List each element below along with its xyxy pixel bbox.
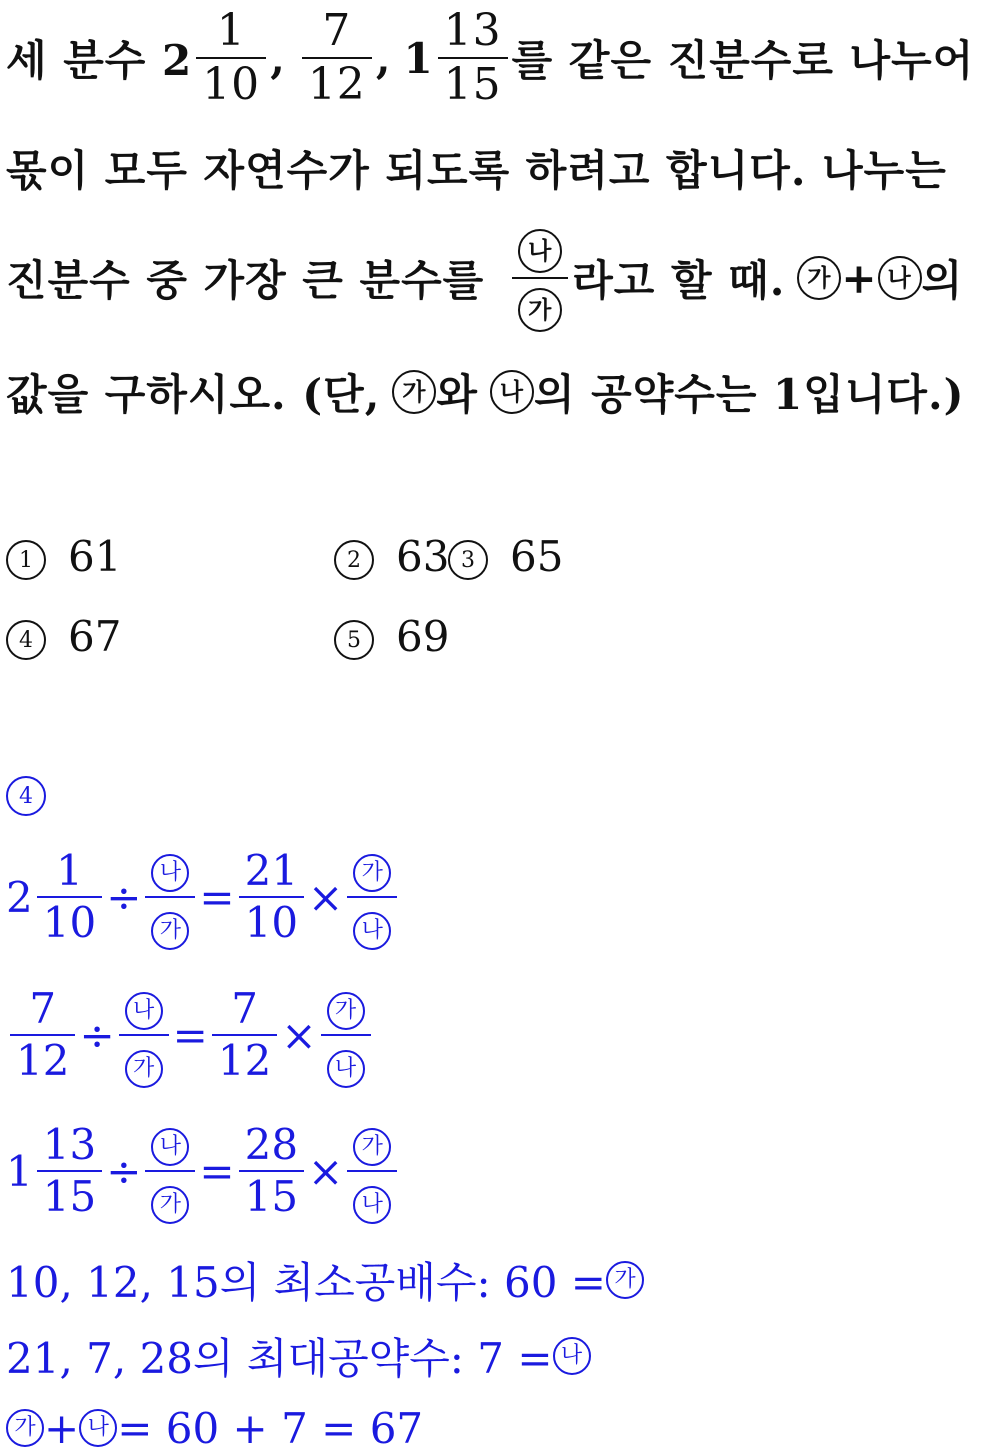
circle-na-icon: 나 bbox=[125, 992, 163, 1030]
solution-gcd: 21, 7, 28의 최대공약수: 7 = 나 bbox=[6, 1332, 591, 1380]
circle-ga-icon: 가 bbox=[797, 256, 841, 300]
option-3[interactable]: 3 65 bbox=[448, 532, 563, 581]
circle-na-icon: 나 bbox=[151, 1128, 189, 1166]
option-5[interactable]: 5 69 bbox=[334, 612, 449, 661]
option-2[interactable]: 2 63 bbox=[334, 532, 449, 581]
option-number: 2 bbox=[334, 540, 374, 580]
answer-choice bbox=[6, 774, 46, 818]
option-1[interactable]: 1 61 bbox=[6, 532, 121, 581]
option-number: 1 bbox=[6, 540, 46, 580]
circle-na-icon: 나 bbox=[878, 256, 922, 300]
circle-ga-icon: 가 bbox=[151, 1186, 189, 1224]
circle-ga-icon: 가 bbox=[353, 1128, 391, 1166]
fraction-3: $\frac{13}{15}$ bbox=[438, 9, 508, 107]
circle-na-icon: 나 bbox=[353, 912, 391, 950]
answer-number: 4 bbox=[6, 776, 46, 816]
circle-ga-icon: 가 bbox=[353, 854, 391, 892]
solution-line-1: 2 $\frac{1}{10}$ ÷ $\frac{\text{나}}{\text{가}}$ = $\frac{21}{10}$ × $\frac{\text{가}}{\text{나}}$ bbox=[6, 842, 401, 952]
circle-ga-icon: 가 bbox=[392, 370, 436, 414]
circle-na-icon: 나 bbox=[79, 1409, 117, 1447]
circle-na-icon: 나 bbox=[490, 370, 534, 414]
option-number: 3 bbox=[448, 540, 488, 580]
question-line-1: 세 분수 2 $\frac{1}{10}$ , $\frac{7}{12}$ , 1 $\frac{13}{15}$ 를 같은 진분수로 나누어 bbox=[6, 5, 975, 110]
fraction-2: $\frac{7}{12}$ bbox=[302, 9, 372, 107]
circle-na-icon: 나 bbox=[151, 854, 189, 892]
question-text: 세 분수 2 bbox=[6, 36, 193, 85]
fraction-1: $\frac{1}{10}$ bbox=[196, 9, 266, 107]
circle-ga-icon: 가 bbox=[518, 288, 562, 332]
question-line-4: 값을 구하시오. (단, 가 와 나 의 공약수는 1입니다.) bbox=[6, 370, 965, 419]
solution-line-2: $\frac{7}{12}$ ÷ $\frac{\text{나}}{\text{가}}$ = $\frac{7}{12}$ × $\frac{\text{가}}{\text{나}}$ bbox=[6, 980, 375, 1090]
circle-ga-icon: 가 bbox=[327, 992, 365, 1030]
fraction-na-over-ga bbox=[512, 224, 568, 332]
option-4[interactable]: 4 67 bbox=[6, 612, 121, 661]
circle-na-icon: 나 bbox=[553, 1337, 591, 1375]
circle-ga-icon: 가 bbox=[6, 1409, 44, 1447]
solution-lcm: 10, 12, 15의 최소공배수: 60 = 가 bbox=[6, 1256, 644, 1304]
solution-line-3: 1 $\frac{13}{15}$ ÷ $\frac{\text{나}}{\text{가}}$ = $\frac{28}{15}$ × $\frac{\text{가}}{\text{나}}$ bbox=[6, 1116, 401, 1226]
circle-na-icon: 나 bbox=[353, 1186, 391, 1224]
circle-na-icon: 나 bbox=[518, 229, 562, 273]
circle-na-icon: 나 bbox=[327, 1050, 365, 1088]
circle-ga-icon: 가 bbox=[125, 1050, 163, 1088]
question-line-3: 진분수 중 가장 큰 분수를 $\frac{\text{나}}{\text{가}}$ 라고 할 때. 가 + 나 의 bbox=[6, 228, 963, 328]
question-line-2: 몫이 모두 자연수가 되도록 하려고 합니다. 나누는 bbox=[6, 146, 947, 195]
circle-ga-icon: 가 bbox=[151, 912, 189, 950]
option-number: 5 bbox=[334, 620, 374, 660]
option-number: 4 bbox=[6, 620, 46, 660]
circle-ga-icon: 가 bbox=[606, 1261, 644, 1299]
solution-final: 가 + 나 = 60 + 7 = 67 bbox=[6, 1404, 423, 1452]
